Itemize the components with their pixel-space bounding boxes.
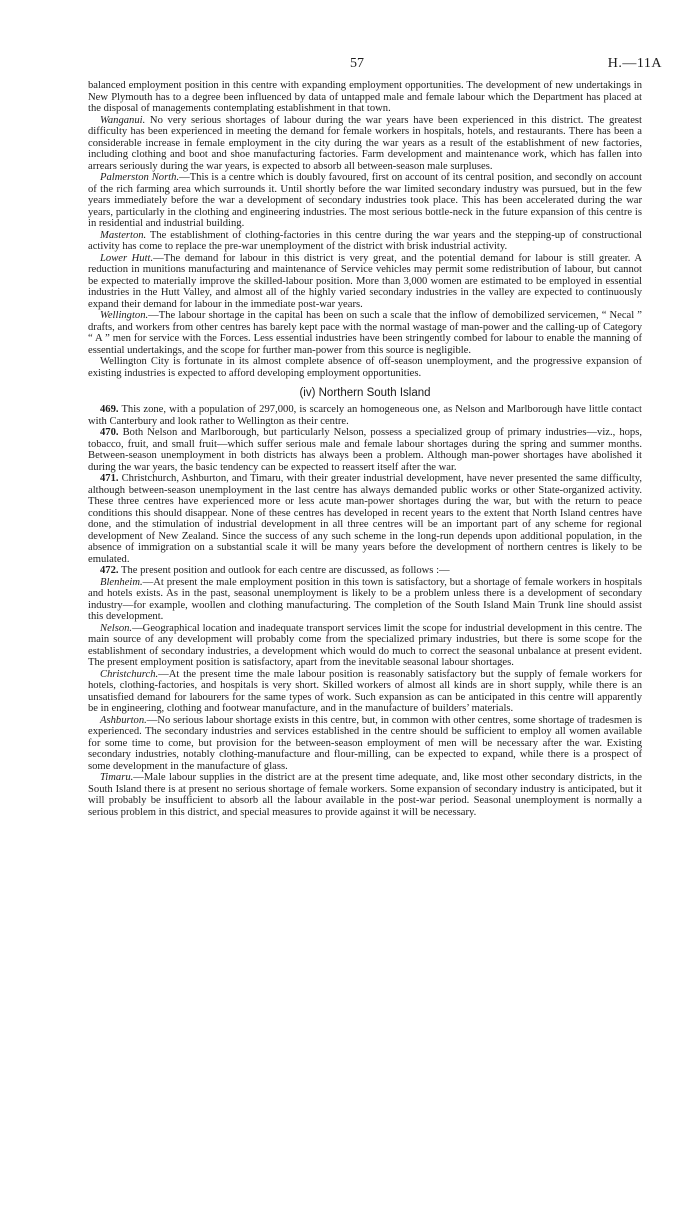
paragraph-text: The present position and outlook for each centre are discussed, as follows :— bbox=[118, 565, 450, 576]
paragraph-wanganui bbox=[88, 115, 642, 173]
paragraph-text: —At present the male employment position in this town is satisfactory, but a shortage of female workers in hospitals and hotels exists. As in the past, seasonal unemployment is likely to be a problem unless there is a development of secondary industry—for example, woollen and clothing manufacturing. The completion of the South Island Main Trunk line should assist this development. bbox=[88, 576, 642, 622]
paragraph-timaru bbox=[88, 772, 642, 818]
district-label: Masterton. bbox=[100, 229, 147, 241]
paragraph-text: —Geographical location and inadequate transport services limit the scope for industrial development in this centre. The main source of any development will probably come from the specialized primary industries, but there is some scope for the establishment of secondary industries, a development which would do much to correct the seasonal unbalance at present evident. The present employment position is satisfactory, apart from the inevitable seasonal labour shortages. bbox=[88, 622, 642, 668]
paragraph-number: 470. bbox=[100, 427, 119, 438]
district-label: Palmerston North. bbox=[100, 172, 180, 183]
district-label: Wanganui. bbox=[100, 114, 146, 126]
paragraph-number: 469. bbox=[100, 404, 119, 415]
section-heading: (iv) Northern South Island bbox=[299, 387, 431, 399]
district-label: Ashburton. bbox=[100, 714, 147, 726]
district-label: Blenheim. bbox=[100, 576, 143, 588]
paragraph-wellington bbox=[88, 310, 642, 356]
district-label: Wellington. bbox=[100, 310, 149, 321]
page-header bbox=[88, 56, 662, 80]
page-number: 57 bbox=[350, 56, 364, 71]
paragraph-ashburton bbox=[88, 715, 642, 773]
district-label: Timaru. bbox=[100, 772, 134, 783]
paragraph-text: Christchurch, Ashburton, and Timaru, with their greater industrial development, have never presented the same difficulty, although between-season unemployment in the last centre has always demanded public works or other State-organized activity. These three centres have experienced more or less acute man-power shortages during the war, but with the return to peace conditions this should disappear. None of these centres has developed in recent years to the extent that North Island centres have done, and the stimulation of industrial development in all three centres will be an important part of any scheme for regional development of New Zealand. Since the success of any such scheme in the long-run depends upon additional population, in the absence of immigration on a substantial scale it will be many years before the development of northern centres is likely to be emulated. bbox=[88, 473, 642, 565]
paragraph-nelson bbox=[88, 623, 642, 669]
paragraph-text: —No serious labour shortage exists in this centre, but, in common with other centres, some shortage of tradesmen is experienced. The secondary industries and services established in the centre should be sufficient to employ all women available for some time to come, but provision for the between-season employment of men will be necessary after the war. Existing secondary industries, notably clothing-manufacture and flour-milling, can be expected to expand, while there is a prospect of some development in the manufacture of glass. bbox=[88, 714, 642, 772]
paragraph-number: 472. bbox=[100, 565, 119, 576]
district-label: Nelson. bbox=[100, 622, 133, 634]
paragraph-469 bbox=[88, 404, 642, 427]
paragraph-472 bbox=[88, 565, 642, 577]
paragraph-christchurch bbox=[88, 669, 642, 715]
paragraph-471 bbox=[88, 473, 642, 565]
paragraph-text: —At the present time the male labour position is reasonably satisfactory but the supply of female workers for hotels, clothing-factories, and hospitals is very short. Skilled workers of almost all kinds are in short supply, while there is an unsatisfied demand for labourers for the same types of work. Such expansion as can be anticipated in this centre will apparently be in engineering, clothing and footwear manufacture, and in the manufacture of builders’ materials. bbox=[88, 668, 642, 714]
paragraph-text: Both Nelson and Marlborough, but particularly Nelson, possess a specialized group of primary industries—viz., hops, tobacco, fruit, and small fruit—which suffer serious male and female labour shortages during the spring and summer months. Between-season unemployment in both districts has always been a problem. Although man-power shortages have abolished it during the war years, the basic tendency can be expected to reassert itself after the war. bbox=[88, 427, 642, 473]
paragraph-continued: balanced employment position in this centre with expanding employment opportunities. The development of new undertakings in New Plymouth has to a degree been influenced by data of untapped male and female labour which the Department has placed at the disposal of managements contemplating establishment in that town. bbox=[88, 80, 642, 114]
district-label: Lower Hutt. bbox=[100, 252, 154, 264]
paragraph-blenheim bbox=[88, 577, 642, 623]
paragraph-text: —The labour shortage in the capital has been on such a scale that the inflow of demobilized servicemen, “ Necal ” drafts, and workers from other centres has barely kept pace with the normal wastage of man-power and the calling-up of Category “ A ” men for service with the Forces. Less essential industries have been stringently combed for labour to enable the manning of essential undertakings, and the scope for further man-power from this source is negligible. bbox=[88, 310, 642, 356]
paragraph-lower-hutt bbox=[88, 253, 642, 311]
paragraph-number: 471. bbox=[100, 473, 119, 484]
paragraph-masterton bbox=[88, 230, 642, 253]
paragraph-470 bbox=[88, 427, 642, 473]
district-label: Christchurch. bbox=[100, 668, 159, 680]
paragraph-text: This zone, with a population of 297,000, is scarcely an homogeneous one, as Nelson and Marlborough have little contact with Canterbury and look rather to Wellington as their centre. bbox=[88, 404, 642, 427]
paragraph-text: —Male labour supplies in the district are at the present time adequate, and, like most other secondary districts, in the South Island there is at present no serious shortage of female workers. Some expansion of secondary industry is anticipated, but it will probably be insufficient to absorb all the labour available in the post-war period. Seasonal unemployment is normally a serious problem in this district, and special measures to provide against it will be necessary. bbox=[88, 772, 642, 818]
document-reference: H.—11A bbox=[607, 56, 662, 71]
paragraph-text: —The demand for labour in this district is very great, and the potential demand for labour is still greater. A reduction in munitions manufacturing and maintenance of Service vehicles may permit some redistribution of labour, but cannot be expected to materially improve the skilled-labour position. More than 3,000 women are estimated to be employed in essential industries in the Hutt Valley, and almost all of the highly varied secondary industries in the valley are expected to continuously expand their demand for labour in the immediate post-war years. bbox=[88, 252, 643, 310]
paragraph-wellington-city: Wellington City is fortunate in its almost complete absence of off-season unemployment, and the progressive expansion of existing industries is expected to afford developing employment opportunities. bbox=[88, 356, 642, 379]
paragraph-text: No very serious shortages of labour during the war years have been experienced in this district. The greatest difficulty has been experienced in meeting the demand for female workers in hospitals, hotels, and restaurants. There has been a considerable increase in female employment in the city during the war years as a result of the establishment of new factories, including clothing and boot and shoe manufacturing factories. Farm development and maintenance work, which has fallen into arrears seriously during the war years, is expected to absorb all between-season male surpluses. bbox=[88, 114, 642, 172]
document-page bbox=[88, 56, 662, 818]
paragraph-text: The establishment of clothing-factories in this centre during the war years and the stepping-up of constructional activity has come to replace the pre-war unemployment of the district with brisk industrial activity. bbox=[88, 229, 642, 252]
paragraph-palmerston-north bbox=[88, 172, 642, 230]
paragraph-text: —This is a centre which is doubly favoured, first on account of its central position, and secondly on account of the rich farming area which surrounds it. Until shortly before the war limited secondary industry was pursued, but in the few years immediately before the war a development of secondary industries took place. This has been accelerated during the war years, particularly in the clothing and engineering industries. The most serious bottle-neck in the future expansion of this centre is in residential and industrial building. bbox=[88, 172, 642, 229]
